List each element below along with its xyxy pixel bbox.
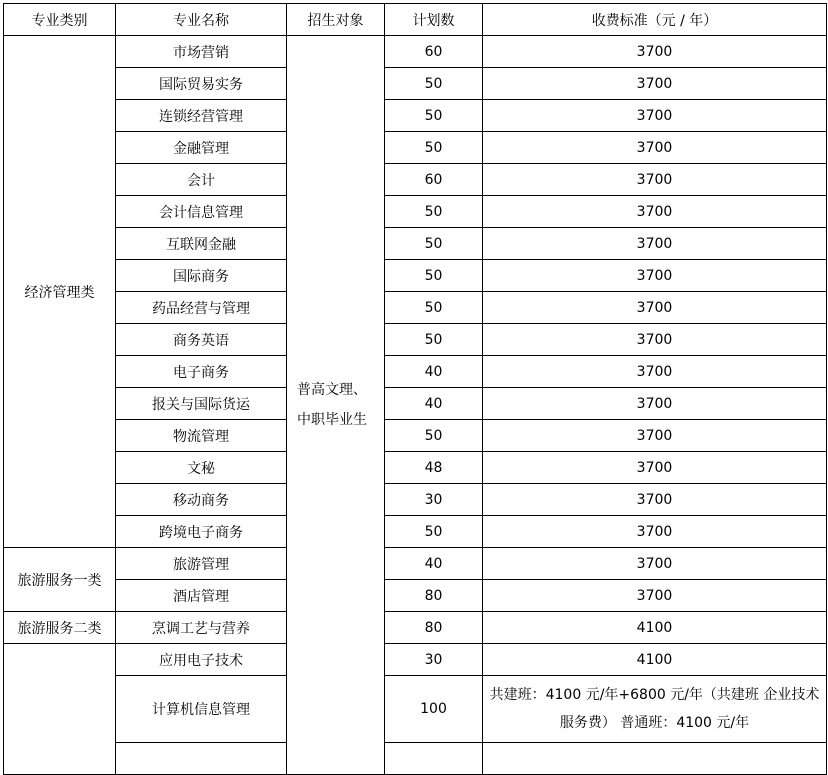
fee: 3700	[483, 516, 827, 548]
table-row	[4, 68, 827, 100]
category-tour2: 旅游服务二类	[4, 612, 116, 644]
major-name: 会计信息管理	[116, 196, 287, 228]
header-target: 招生对象	[287, 4, 385, 36]
fee: 4100	[483, 644, 827, 676]
table-row	[4, 100, 827, 132]
plan-count: 48	[385, 452, 483, 484]
fee	[483, 743, 827, 775]
table-row	[4, 580, 827, 612]
plan-count: 30	[385, 644, 483, 676]
table-row	[4, 452, 827, 484]
category-tour1: 旅游服务一类	[4, 548, 116, 612]
table-row	[4, 356, 827, 388]
plan-count: 50	[385, 260, 483, 292]
fee: 3700	[483, 292, 827, 324]
major-name: 互联网金融	[116, 228, 287, 260]
table-row	[4, 644, 827, 676]
fee: 3700	[483, 388, 827, 420]
plan-count: 60	[385, 164, 483, 196]
table-row	[4, 36, 827, 68]
fee: 3700	[483, 68, 827, 100]
major-name: 药品经营与管理	[116, 292, 287, 324]
plan-count: 30	[385, 484, 483, 516]
table-row	[4, 612, 827, 644]
target-cell: 普高文理、中职毕业生	[287, 36, 385, 775]
major-name: 报关与国际货运	[116, 388, 287, 420]
header-plan: 计划数	[385, 4, 483, 36]
table-row	[4, 324, 827, 356]
major-name: 烹调工艺与营养	[116, 612, 287, 644]
plan-count: 50	[385, 132, 483, 164]
fee: 共建班：4100 元/年+6800 元/年（共建班 企业技术服务费） 普通班：4100 元/年	[483, 676, 827, 743]
fee: 3700	[483, 452, 827, 484]
fee: 3700	[483, 100, 827, 132]
plan-count: 50	[385, 196, 483, 228]
major-name: 物流管理	[116, 420, 287, 452]
major-name: 国际商务	[116, 260, 287, 292]
major-name: 金融管理	[116, 132, 287, 164]
fee: 3700	[483, 548, 827, 580]
fee: 3700	[483, 324, 827, 356]
table-row	[4, 548, 827, 580]
table-row	[4, 260, 827, 292]
fee: 3700	[483, 36, 827, 68]
major-name: 移动商务	[116, 484, 287, 516]
major-name: 电子商务	[116, 356, 287, 388]
plan-count: 40	[385, 356, 483, 388]
plan-count: 80	[385, 580, 483, 612]
major-name: 商务英语	[116, 324, 287, 356]
plan-count: 60	[385, 36, 483, 68]
table-row	[4, 743, 827, 775]
plan-count: 40	[385, 388, 483, 420]
plan-count: 100	[385, 676, 483, 743]
fee: 3700	[483, 228, 827, 260]
fee: 3700	[483, 260, 827, 292]
table-row	[4, 164, 827, 196]
table-row	[4, 388, 827, 420]
fee: 3700	[483, 356, 827, 388]
table-row	[4, 196, 827, 228]
plan-count: 50	[385, 420, 483, 452]
major-name: 酒店管理	[116, 580, 287, 612]
major-name: 文秘	[116, 452, 287, 484]
header-fee: 收费标准（元 / 年）	[483, 4, 827, 36]
category-blank	[4, 644, 116, 775]
table-row	[4, 516, 827, 548]
fee: 3700	[483, 484, 827, 516]
major-name: 应用电子技术	[116, 644, 287, 676]
plan-count: 50	[385, 228, 483, 260]
plan-count: 50	[385, 324, 483, 356]
plan-count: 50	[385, 516, 483, 548]
table-row	[4, 484, 827, 516]
table-row	[4, 676, 827, 743]
table-row	[4, 132, 827, 164]
fee: 3700	[483, 164, 827, 196]
fee: 3700	[483, 196, 827, 228]
fee: 4100	[483, 612, 827, 644]
header-row	[4, 4, 827, 36]
major-name: 计算机信息管理	[116, 676, 287, 743]
plan-count	[385, 743, 483, 775]
table-row	[4, 228, 827, 260]
header-category: 专业类别	[4, 4, 116, 36]
major-name: 市场营销	[116, 36, 287, 68]
major-name: 旅游管理	[116, 548, 287, 580]
table-row	[4, 420, 827, 452]
fee: 3700	[483, 580, 827, 612]
fee: 3700	[483, 132, 827, 164]
header-major-name: 专业名称	[116, 4, 287, 36]
plan-count: 40	[385, 548, 483, 580]
major-name	[116, 743, 287, 775]
plan-count: 50	[385, 100, 483, 132]
major-name: 连锁经营管理	[116, 100, 287, 132]
plan-count: 50	[385, 68, 483, 100]
fee: 3700	[483, 420, 827, 452]
plan-count: 50	[385, 292, 483, 324]
major-name: 会计	[116, 164, 287, 196]
major-name: 跨境电子商务	[116, 516, 287, 548]
enrollment-table	[3, 3, 827, 775]
plan-count: 80	[385, 612, 483, 644]
category-econ: 经济管理类	[4, 36, 116, 548]
major-name: 国际贸易实务	[116, 68, 287, 100]
table-row	[4, 292, 827, 324]
